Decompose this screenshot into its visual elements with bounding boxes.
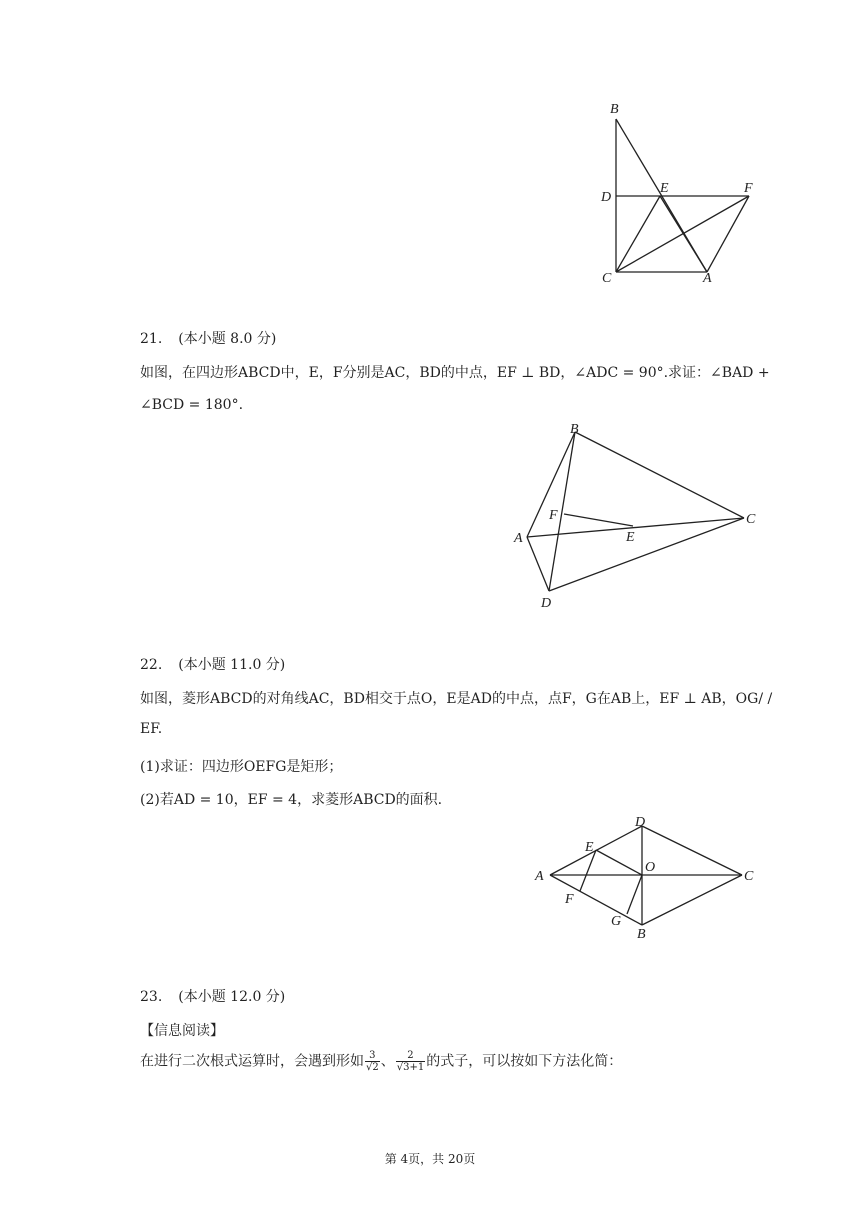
label-A: A: [514, 531, 523, 546]
label-D: D: [635, 815, 646, 830]
q21-line1: 如图，在四边形ABCD中，E，F分别是AC，BD的中点，EF ⊥ BD，∠ADC = 90°.求证：∠BAD +: [140, 365, 770, 381]
q21-number: 21.: [140, 331, 163, 347]
q22-points: (本小题 11.0 分): [178, 657, 286, 673]
q22-part1: (1)求证：四边形OEFG是矩形；: [140, 759, 343, 775]
label-F: F: [565, 892, 574, 907]
q23-points: (本小题 12.0 分): [178, 989, 286, 1005]
q23-text: [140, 1050, 622, 1073]
page-footer: 第 4页，共 20页: [384, 1152, 476, 1166]
q23-section-title: 【信息阅读】: [140, 1023, 224, 1039]
frac1-denominator: √2: [366, 1062, 379, 1073]
frac2-denominator: √3+1: [396, 1062, 425, 1073]
figure-q21: [505, 415, 765, 615]
label-B: B: [610, 102, 619, 117]
q22-line1: 如图，菱形ABCD的对角线AC，BD相交于点O，E是AD的中点，点F，G在AB上，EF ⊥ AB，OG/ /: [140, 691, 773, 707]
q21-header: [140, 328, 276, 348]
figure-q22: [528, 812, 768, 947]
q23-header: [140, 986, 285, 1006]
fraction-2-over-root3-plus-1: [396, 1050, 425, 1073]
label-O: O: [645, 860, 656, 875]
label-E: E: [585, 840, 594, 855]
label-G: G: [611, 914, 622, 929]
label-C: C: [744, 869, 754, 884]
q22-part2: (2)若AD = 10，EF = 4，求菱形ABCD的面积.: [140, 792, 443, 808]
q23-number: 23.: [140, 989, 163, 1005]
label-A: A: [703, 271, 712, 286]
label-B: B: [637, 927, 646, 942]
frac2-numerator: 2: [396, 1050, 425, 1062]
label-C: C: [746, 512, 756, 527]
label-D: D: [541, 596, 552, 611]
label-F: F: [744, 181, 753, 196]
q22-number: 22.: [140, 657, 163, 673]
label-D: D: [601, 190, 612, 205]
q23-separator: 、: [380, 1053, 395, 1070]
label-E: E: [660, 181, 669, 196]
q22-header: [140, 654, 285, 674]
label-F: F: [549, 508, 558, 523]
frac1-numerator: 3: [365, 1050, 380, 1062]
q22-line2: EF.: [140, 721, 163, 737]
label-B: B: [570, 422, 579, 437]
q23-text-after: 的式子，可以按如下方法化简：: [426, 1053, 623, 1070]
q21-line2: ∠BCD = 180°.: [140, 397, 244, 413]
label-A: A: [535, 869, 544, 884]
fraction-3-over-root2: [365, 1050, 380, 1073]
label-E: E: [626, 530, 635, 545]
label-C: C: [602, 271, 612, 286]
q21-points: (本小题 8.0 分): [178, 331, 277, 347]
figure-q20: [590, 95, 770, 290]
q23-text-before: 在进行二次根式运算时，会遇到形如: [140, 1053, 364, 1070]
